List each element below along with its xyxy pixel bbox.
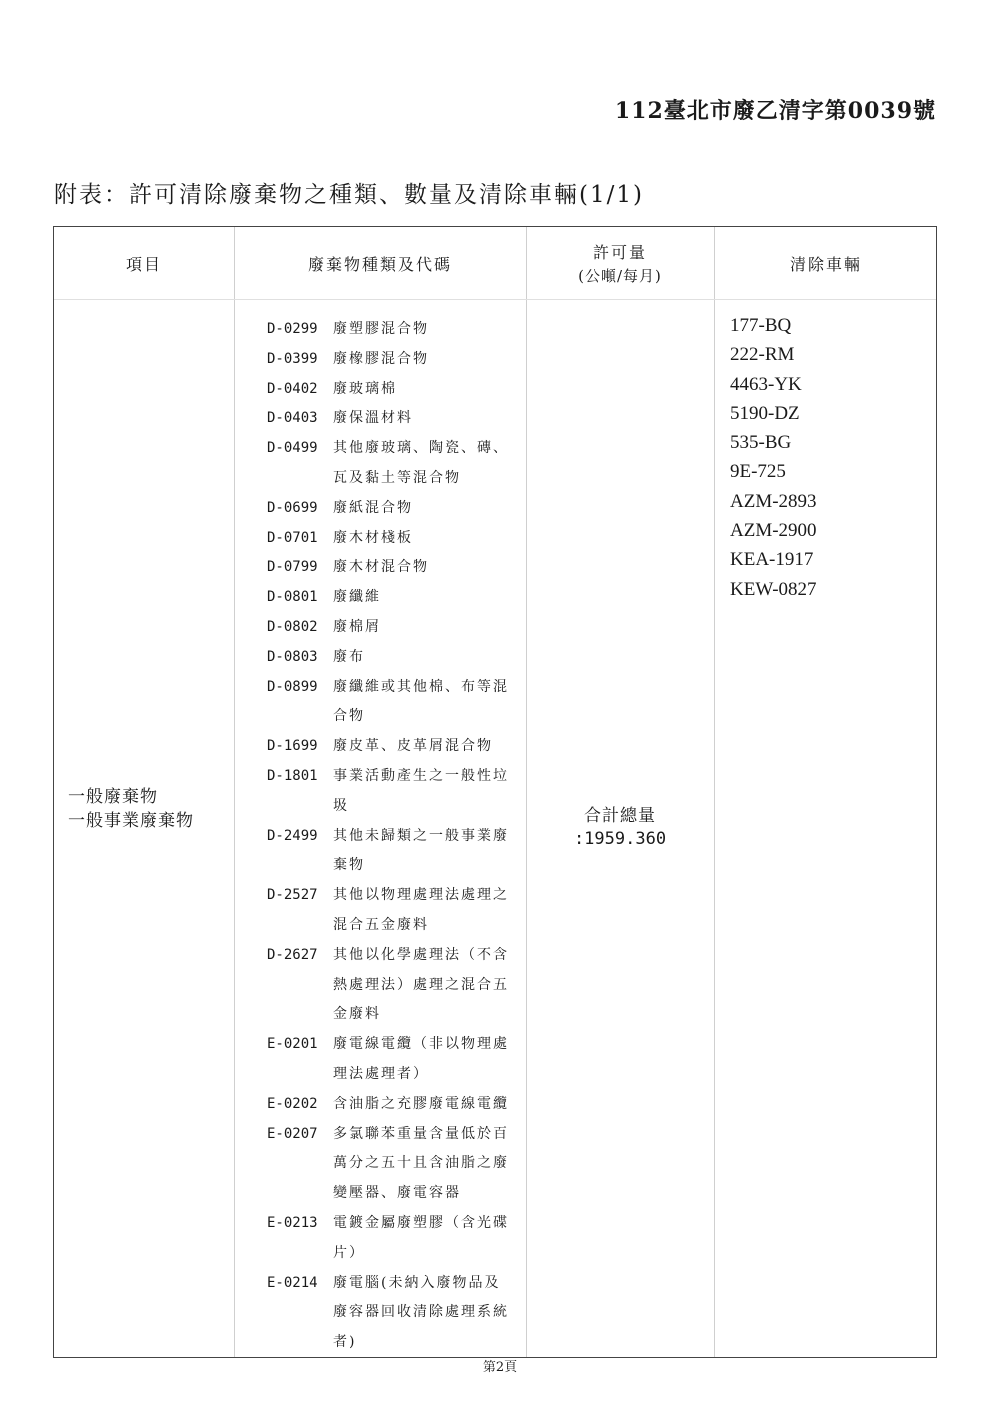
waste-name: 電鍍金屬廢塑膠（含光碟片）	[333, 1214, 509, 1261]
vehicle-plate: 222-RM	[730, 344, 795, 366]
vehicle-plate: 5190-DZ	[730, 402, 800, 424]
waste-item	[267, 1120, 527, 1209]
waste-name: 廢布	[333, 648, 365, 665]
header-item	[54, 227, 234, 299]
waste-code: D-0403	[267, 410, 318, 427]
waste-item	[267, 613, 527, 643]
header-vehicles-label: 清除車輛	[789, 254, 862, 274]
waste-item	[267, 762, 527, 822]
waste-name: 其他以物理處理法處理之混合五金廢料	[333, 887, 509, 933]
waste-code: D-0803	[267, 648, 318, 665]
waste-name: 廢保溫材料	[333, 410, 413, 427]
waste-name: 多氯聯苯重量含量低於百萬分之五十且含油脂之廢變壓器、廢電容器	[333, 1125, 509, 1202]
waste-code: D-0399	[267, 350, 318, 367]
waste-code: D-0402	[267, 380, 318, 397]
waste-item	[267, 1090, 527, 1120]
vehicle-plate: AZM-2893	[730, 490, 817, 512]
vehicle-plate: 9E-725	[730, 461, 786, 483]
category-line: 一般廢棄物	[68, 787, 158, 807]
waste-item	[267, 494, 527, 524]
waste-item	[267, 643, 527, 673]
waste-item	[267, 732, 527, 762]
waste-code: D-0299	[267, 321, 318, 337]
waste-item	[267, 315, 527, 345]
waste-code: D-1801	[267, 767, 318, 784]
total-amount-cell	[526, 805, 714, 851]
waste-name: 廢纖維	[333, 589, 381, 606]
waste-item	[267, 375, 527, 405]
waste-code: D-2627	[267, 946, 318, 963]
header-item-label: 項目	[125, 254, 162, 274]
document-number: 112臺北市廢乙清字第0039號	[614, 98, 936, 124]
total-value: :1959.360	[573, 829, 667, 849]
vehicle-list	[730, 311, 817, 604]
waste-item	[267, 1030, 527, 1090]
vehicle-plate: KEW-0827	[730, 578, 817, 600]
header-amount-unit: (公噸/每月)	[578, 267, 662, 285]
waste-name: 廢木材棧板	[333, 529, 413, 546]
waste-item	[267, 583, 527, 613]
waste-item	[267, 941, 527, 1030]
waste-code: E-0201	[267, 1036, 318, 1053]
column-divider	[234, 227, 235, 1357]
waste-code: D-0699	[267, 499, 318, 516]
waste-name: 其他廢玻璃、陶瓷、磚、瓦及黏土等混合物	[333, 440, 509, 486]
waste-name: 廢皮革、皮革屑混合物	[333, 738, 493, 755]
category-cell	[68, 785, 194, 833]
header-divider	[54, 299, 936, 300]
waste-item	[267, 1269, 527, 1358]
waste-name: 廢電腦(未納入廢物品及廢容器回收清除處理系統者)	[333, 1274, 509, 1351]
waste-item	[267, 345, 527, 375]
vehicle-plate: 535-BG	[730, 432, 792, 454]
waste-name: 廢木材混合物	[333, 559, 429, 576]
waste-code: E-0214	[267, 1274, 318, 1291]
vehicle-plate: KEA-1917	[730, 549, 814, 571]
vehicle-plate: 177-BQ	[730, 315, 792, 336]
column-divider	[714, 227, 715, 1357]
total-label: 合計總量	[584, 806, 656, 826]
document-title: 附表：許可清除廢棄物之種類、數量及清除車輛(1/1)	[54, 182, 644, 208]
waste-name: 廢紙混合物	[333, 499, 413, 516]
waste-code: E-0202	[267, 1095, 318, 1112]
waste-item	[267, 673, 527, 733]
waste-item	[267, 881, 527, 941]
waste-name: 廢塑膠混合物	[333, 321, 429, 337]
header-vehicles	[714, 227, 938, 299]
waste-code: D-0899	[267, 678, 318, 695]
waste-name: 其他以化學處理法（不含熱處理法）處理之混合五金廢料	[333, 946, 509, 1023]
waste-name: 廢電線電纜（非以物理處理法處理者）	[333, 1036, 509, 1082]
waste-list	[267, 315, 527, 1358]
waste-item	[267, 822, 527, 882]
waste-code: D-0802	[267, 618, 318, 635]
waste-name: 廢纖維或其他棉、布等混合物	[333, 678, 509, 725]
waste-code: D-2499	[267, 827, 318, 844]
header-amount-label: 許可量	[592, 243, 647, 262]
header-waste-label: 廢棄物種類及代碼	[307, 254, 452, 274]
page-number: 第2頁	[482, 1360, 518, 1375]
category-line: 一般事業廢棄物	[68, 811, 194, 831]
waste-code: D-0801	[267, 589, 318, 606]
waste-code: D-0499	[267, 440, 318, 457]
waste-code: D-2527	[267, 887, 318, 904]
waste-item	[267, 1209, 527, 1269]
waste-code: E-0213	[267, 1214, 318, 1231]
waste-item	[267, 553, 527, 583]
waste-name: 事業活動產生之一般性垃圾	[333, 767, 509, 814]
waste-item	[267, 524, 527, 554]
waste-name: 含油脂之充膠廢電線電纜	[333, 1095, 509, 1112]
header-amount	[526, 227, 714, 299]
vehicle-plate: AZM-2900	[730, 520, 817, 542]
waste-name: 其他未歸類之一般事業廢棄物	[333, 827, 509, 874]
waste-name: 廢玻璃棉	[333, 380, 397, 397]
header-waste-type	[234, 227, 526, 299]
waste-item	[267, 434, 527, 494]
waste-name: 廢棉屑	[333, 618, 381, 635]
waste-code: E-0207	[267, 1125, 318, 1142]
vehicle-plate: 4463-YK	[730, 373, 802, 395]
waste-item	[267, 404, 527, 434]
waste-name: 廢橡膠混合物	[333, 350, 429, 367]
waste-code: D-0701	[267, 529, 318, 546]
waste-code: D-1699	[267, 738, 318, 755]
waste-code: D-0799	[267, 559, 318, 576]
permit-table	[53, 226, 937, 1358]
